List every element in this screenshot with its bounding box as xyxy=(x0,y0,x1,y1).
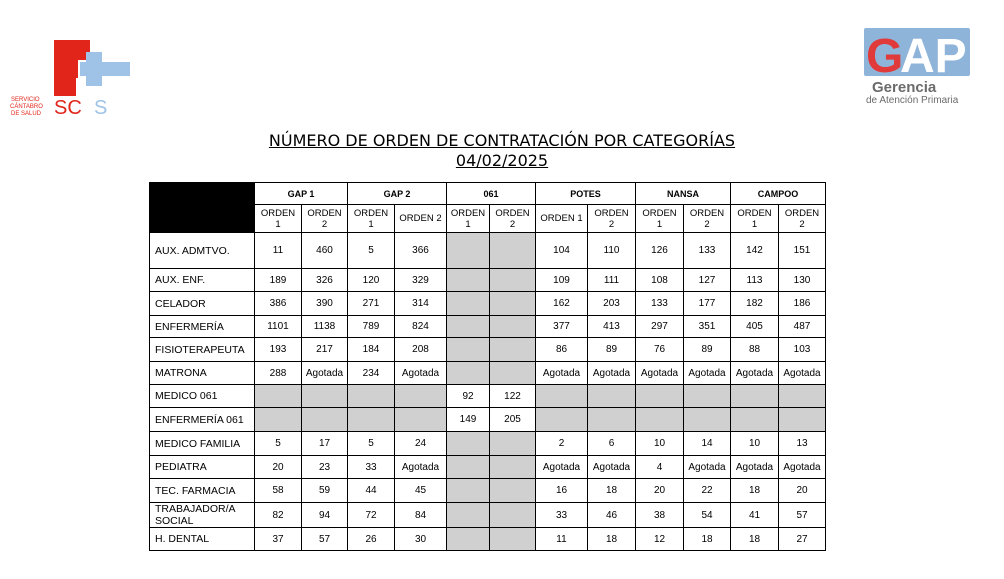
order-value-cell: 20 xyxy=(779,479,826,503)
order-value-cell: 297 xyxy=(636,316,684,338)
order-value-cell xyxy=(255,408,302,432)
order-value-cell xyxy=(490,503,536,528)
order-value-cell xyxy=(348,385,395,408)
svg-text:DE SALUD: DE SALUD xyxy=(11,111,42,117)
order-value-cell: 86 xyxy=(536,338,588,362)
category-cell: AUX. ADMTVO. xyxy=(150,233,255,269)
order-subheader: ORDEN 1 xyxy=(536,205,588,233)
order-value-cell: 16 xyxy=(536,479,588,503)
order-value-cell xyxy=(490,528,536,551)
order-value-cell: 203 xyxy=(588,292,636,316)
order-value-cell: 110 xyxy=(588,233,636,269)
order-value-cell: 41 xyxy=(731,503,779,528)
order-value-cell xyxy=(588,408,636,432)
order-value-cell xyxy=(395,385,447,408)
order-value-cell: 109 xyxy=(536,269,588,292)
order-value-cell xyxy=(447,432,490,456)
order-value-cell: Agotada xyxy=(395,456,447,479)
category-cell: MATRONA xyxy=(150,362,255,385)
svg-text:G: G xyxy=(866,30,904,83)
order-value-cell xyxy=(490,269,536,292)
order-value-cell: 208 xyxy=(395,338,447,362)
category-cell: H. DENTAL xyxy=(150,528,255,551)
order-value-cell xyxy=(588,385,636,408)
order-value-cell xyxy=(490,362,536,385)
table-row xyxy=(150,316,826,338)
order-value-cell: 89 xyxy=(588,338,636,362)
category-cell: MEDICO FAMILIA xyxy=(150,432,255,456)
order-value-cell: Agotada xyxy=(779,362,826,385)
order-value-cell: 186 xyxy=(779,292,826,316)
category-cell: AUX. ENF. xyxy=(150,269,255,292)
category-cell: MEDICO 061 xyxy=(150,385,255,408)
category-cell: CELADOR xyxy=(150,292,255,316)
order-value-cell: 23 xyxy=(302,456,348,479)
order-value-cell: 487 xyxy=(779,316,826,338)
order-value-cell: 5 xyxy=(348,233,395,269)
order-value-cell xyxy=(490,479,536,503)
order-value-cell: 44 xyxy=(348,479,395,503)
order-value-cell xyxy=(447,269,490,292)
order-value-cell xyxy=(536,385,588,408)
category-cell: ENFERMERÍA 061 xyxy=(150,408,255,432)
table-row xyxy=(150,269,826,292)
table-row xyxy=(150,528,826,551)
page-title: NÚMERO DE ORDEN DE CONTRATACIÓN POR CATEGORÍAS xyxy=(268,131,736,150)
order-subheader: ORDEN 2 xyxy=(588,205,636,233)
order-value-cell: 5 xyxy=(348,432,395,456)
order-value-cell: Agotada xyxy=(302,362,348,385)
group-header: CAMPOO xyxy=(731,183,826,205)
order-value-cell xyxy=(348,408,395,432)
order-value-cell: 113 xyxy=(731,269,779,292)
table-row xyxy=(150,362,826,385)
table-row xyxy=(150,479,826,503)
order-value-cell: 413 xyxy=(588,316,636,338)
table-row xyxy=(150,233,826,269)
order-value-cell: 18 xyxy=(684,528,731,551)
order-value-cell: 405 xyxy=(731,316,779,338)
order-value-cell: 10 xyxy=(636,432,684,456)
page-date: 04/02/2025 xyxy=(455,151,549,170)
order-value-cell: 390 xyxy=(302,292,348,316)
order-value-cell: 162 xyxy=(536,292,588,316)
order-value-cell: 122 xyxy=(490,385,536,408)
order-subheader: ORDEN 2 xyxy=(302,205,348,233)
order-value-cell: Agotada xyxy=(588,456,636,479)
order-value-cell: 33 xyxy=(348,456,395,479)
order-value-cell: 184 xyxy=(348,338,395,362)
order-value-cell xyxy=(490,432,536,456)
order-value-cell: 1101 xyxy=(255,316,302,338)
order-value-cell: 10 xyxy=(731,432,779,456)
gap-logo xyxy=(864,28,976,108)
order-value-cell xyxy=(779,408,826,432)
order-subheader: ORDEN 1 xyxy=(731,205,779,233)
order-value-cell xyxy=(447,292,490,316)
order-value-cell xyxy=(302,408,348,432)
order-value-cell: 57 xyxy=(302,528,348,551)
table-row xyxy=(150,408,826,432)
order-value-cell: 18 xyxy=(588,528,636,551)
order-value-cell: 108 xyxy=(636,269,684,292)
order-value-cell: 127 xyxy=(684,269,731,292)
order-value-cell xyxy=(731,385,779,408)
order-value-cell: 22 xyxy=(684,479,731,503)
category-cell: TEC. FARMACIA xyxy=(150,479,255,503)
order-value-cell xyxy=(490,338,536,362)
order-subheader: ORDEN 1 xyxy=(348,205,395,233)
order-value-cell: 2 xyxy=(536,432,588,456)
order-value-cell xyxy=(490,316,536,338)
order-value-cell: 59 xyxy=(302,479,348,503)
corner-header xyxy=(150,183,255,205)
order-value-cell: 76 xyxy=(636,338,684,362)
svg-text:de Atención Primaria: de Atención Primaria xyxy=(866,95,959,106)
order-value-cell xyxy=(447,362,490,385)
order-value-cell xyxy=(302,385,348,408)
order-value-cell xyxy=(447,479,490,503)
order-value-cell: 14 xyxy=(684,432,731,456)
order-value-cell: 460 xyxy=(302,233,348,269)
order-value-cell: 217 xyxy=(302,338,348,362)
order-value-cell: 13 xyxy=(779,432,826,456)
order-subheader: ORDEN 2 xyxy=(490,205,536,233)
corner-header xyxy=(150,205,255,233)
order-value-cell: 12 xyxy=(636,528,684,551)
order-value-cell: 72 xyxy=(348,503,395,528)
order-value-cell: 18 xyxy=(731,528,779,551)
order-value-cell xyxy=(731,408,779,432)
order-value-cell xyxy=(636,408,684,432)
order-value-cell: 288 xyxy=(255,362,302,385)
order-subheader: ORDEN 2 xyxy=(779,205,826,233)
order-value-cell: 33 xyxy=(536,503,588,528)
order-subheader: ORDEN 1 xyxy=(447,205,490,233)
order-value-cell: 193 xyxy=(255,338,302,362)
order-value-cell: 84 xyxy=(395,503,447,528)
order-value-cell xyxy=(395,408,447,432)
svg-text:Gerencia: Gerencia xyxy=(872,79,937,96)
order-value-cell: 20 xyxy=(636,479,684,503)
order-value-cell: 11 xyxy=(536,528,588,551)
order-value-cell: 329 xyxy=(395,269,447,292)
order-value-cell xyxy=(447,316,490,338)
order-value-cell: 189 xyxy=(255,269,302,292)
group-header: POTES xyxy=(536,183,636,205)
table-row xyxy=(150,338,826,362)
order-value-cell: 20 xyxy=(255,456,302,479)
order-value-cell: Agotada xyxy=(731,362,779,385)
order-value-cell xyxy=(490,292,536,316)
order-value-cell xyxy=(447,456,490,479)
order-value-cell: 133 xyxy=(684,233,731,269)
order-value-cell: Agotada xyxy=(684,362,731,385)
order-value-cell: Agotada xyxy=(731,456,779,479)
order-value-cell: 94 xyxy=(302,503,348,528)
order-value-cell: 38 xyxy=(636,503,684,528)
order-value-cell: 151 xyxy=(779,233,826,269)
order-value-cell: 205 xyxy=(490,408,536,432)
order-value-cell: 386 xyxy=(255,292,302,316)
order-value-cell: 54 xyxy=(684,503,731,528)
order-value-cell: 24 xyxy=(395,432,447,456)
category-cell: TRABAJADOR/A SOCIAL xyxy=(150,503,255,528)
order-value-cell: 18 xyxy=(588,479,636,503)
table-row xyxy=(150,432,826,456)
category-cell: FISIOTERAPEUTA xyxy=(150,338,255,362)
order-value-cell xyxy=(490,456,536,479)
svg-text:SERVICIO: SERVICIO xyxy=(11,97,40,103)
order-value-cell: 377 xyxy=(536,316,588,338)
contract-order-table xyxy=(149,182,826,551)
order-value-cell: 45 xyxy=(395,479,447,503)
order-value-cell: 57 xyxy=(779,503,826,528)
order-value-cell: 111 xyxy=(588,269,636,292)
order-value-cell: 271 xyxy=(348,292,395,316)
order-value-cell: 5 xyxy=(255,432,302,456)
order-value-cell xyxy=(779,385,826,408)
order-value-cell: 824 xyxy=(395,316,447,338)
order-value-cell: Agotada xyxy=(636,362,684,385)
order-value-cell: 149 xyxy=(447,408,490,432)
order-value-cell: 133 xyxy=(636,292,684,316)
order-subheader: ORDEN 1 xyxy=(636,205,684,233)
order-value-cell: 37 xyxy=(255,528,302,551)
svg-text:AP: AP xyxy=(900,30,967,83)
order-value-cell: Agotada xyxy=(536,362,588,385)
order-value-cell xyxy=(255,385,302,408)
order-value-cell: 366 xyxy=(395,233,447,269)
order-value-cell: Agotada xyxy=(395,362,447,385)
order-value-cell: 234 xyxy=(348,362,395,385)
order-value-cell: 58 xyxy=(255,479,302,503)
order-value-cell: 6 xyxy=(588,432,636,456)
group-header: 061 xyxy=(447,183,536,205)
table-row xyxy=(150,385,826,408)
order-value-cell: 351 xyxy=(684,316,731,338)
svg-text:S: S xyxy=(94,97,108,118)
table-row xyxy=(150,456,826,479)
order-value-cell: 142 xyxy=(731,233,779,269)
order-value-cell xyxy=(447,233,490,269)
svg-text:SC: SC xyxy=(54,97,82,118)
order-subheader: ORDEN 2 xyxy=(395,205,447,233)
order-value-cell xyxy=(536,408,588,432)
table-row xyxy=(150,292,826,316)
order-value-cell: 89 xyxy=(684,338,731,362)
order-value-cell: 17 xyxy=(302,432,348,456)
scs-logo xyxy=(10,38,135,118)
category-cell: ENFERMERÍA xyxy=(150,316,255,338)
order-value-cell xyxy=(684,408,731,432)
order-value-cell: 326 xyxy=(302,269,348,292)
order-value-cell xyxy=(684,385,731,408)
order-value-cell: Agotada xyxy=(779,456,826,479)
order-value-cell xyxy=(447,528,490,551)
order-value-cell: Agotada xyxy=(588,362,636,385)
order-value-cell: 314 xyxy=(395,292,447,316)
order-value-cell xyxy=(447,338,490,362)
order-value-cell: Agotada xyxy=(536,456,588,479)
order-value-cell: 104 xyxy=(536,233,588,269)
order-value-cell: 11 xyxy=(255,233,302,269)
order-value-cell xyxy=(636,385,684,408)
order-value-cell: Agotada xyxy=(684,456,731,479)
order-value-cell: 182 xyxy=(731,292,779,316)
group-header: GAP 1 xyxy=(255,183,348,205)
order-subheader: ORDEN 1 xyxy=(255,205,302,233)
order-value-cell: 30 xyxy=(395,528,447,551)
order-value-cell: 1138 xyxy=(302,316,348,338)
order-value-cell xyxy=(490,233,536,269)
order-value-cell xyxy=(447,503,490,528)
order-value-cell: 46 xyxy=(588,503,636,528)
order-subheader: ORDEN 2 xyxy=(684,205,731,233)
order-value-cell: 88 xyxy=(731,338,779,362)
order-value-cell: 4 xyxy=(636,456,684,479)
order-value-cell: 92 xyxy=(447,385,490,408)
table-row xyxy=(150,503,826,528)
order-value-cell: 103 xyxy=(779,338,826,362)
group-header: GAP 2 xyxy=(348,183,447,205)
svg-text:CÁNTABRO: CÁNTABRO xyxy=(10,104,43,110)
category-cell: PEDIATRA xyxy=(150,456,255,479)
order-value-cell: 130 xyxy=(779,269,826,292)
order-value-cell: 120 xyxy=(348,269,395,292)
order-value-cell: 82 xyxy=(255,503,302,528)
order-value-cell: 26 xyxy=(348,528,395,551)
group-header: NANSA xyxy=(636,183,731,205)
order-value-cell: 789 xyxy=(348,316,395,338)
order-value-cell: 177 xyxy=(684,292,731,316)
order-value-cell: 18 xyxy=(731,479,779,503)
order-value-cell: 27 xyxy=(779,528,826,551)
order-value-cell: 126 xyxy=(636,233,684,269)
